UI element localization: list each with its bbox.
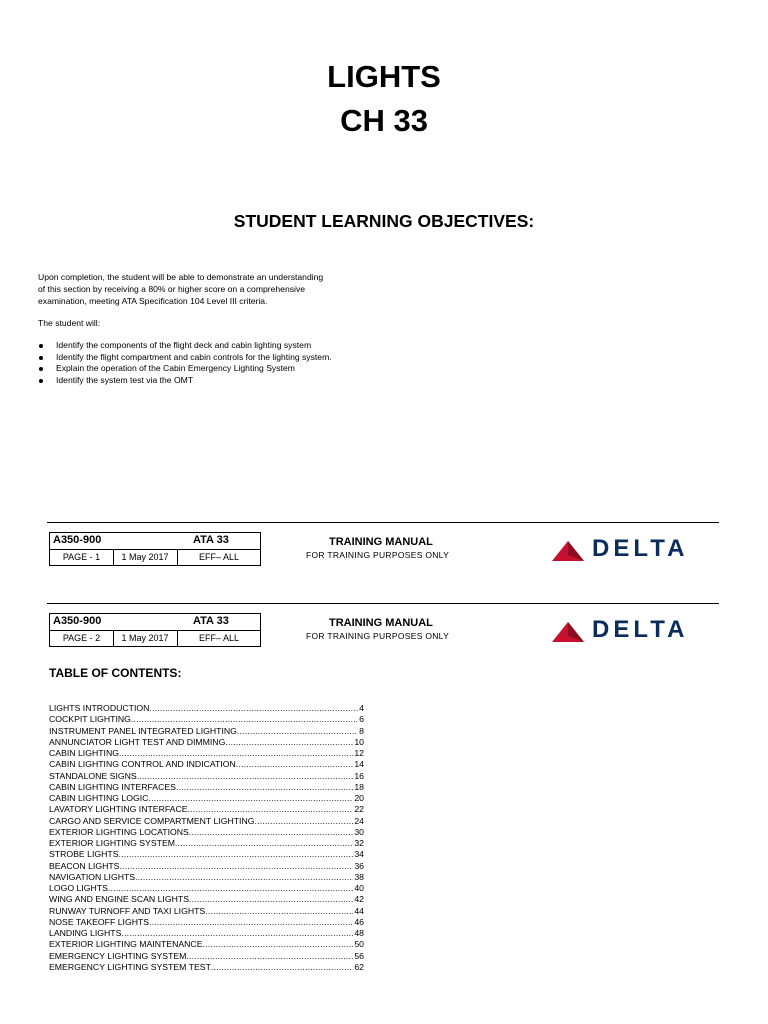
toc-entry-page: 20 xyxy=(354,793,364,803)
toc-entry[interactable] xyxy=(49,849,364,860)
revision-date: 1 May 2017 xyxy=(113,631,178,646)
purpose-note: FOR TRAINING PURPOSES ONLY xyxy=(306,550,450,560)
toc-entry[interactable] xyxy=(49,714,364,725)
toc-leader-dots xyxy=(189,827,354,838)
effectivity: EFF– ALL xyxy=(198,552,240,562)
toc-entry[interactable] xyxy=(49,883,364,894)
toc-leader-dots xyxy=(119,748,353,759)
toc-entry-title: EXTERIOR LIGHTING MAINTENANCE xyxy=(49,939,203,950)
toc-entry-page: 32 xyxy=(354,838,364,848)
toc-entry-title: INSTRUMENT PANEL INTEGRATED LIGHTING xyxy=(49,725,237,736)
toc-entry-title: STROBE LIGHTS xyxy=(49,849,119,860)
delta-widget-icon xyxy=(552,541,584,561)
toc-leader-dots xyxy=(205,906,353,917)
toc-entry[interactable] xyxy=(49,928,364,939)
toc-leader-dots xyxy=(121,928,353,939)
toc-entry[interactable] xyxy=(49,951,364,962)
toc-entry-title: COCKPIT LIGHTING xyxy=(49,714,131,725)
toc-entry[interactable] xyxy=(49,816,364,827)
document-info-box xyxy=(49,613,261,647)
toc-entry-title: LANDING LIGHTS xyxy=(49,928,122,938)
toc-entry-title: EXTERIOR LIGHTING SYSTEM xyxy=(49,838,175,848)
toc-entry-title: CARGO AND SERVICE COMPARTMENT LIGHTING xyxy=(49,815,255,826)
chapter-title: LIGHTS xyxy=(327,59,441,94)
footer-rule xyxy=(47,522,719,523)
toc-entry-title: RUNWAY TURNOFF AND TAXI LIGHTS xyxy=(49,905,206,916)
toc-entry-title: NAVIGATION LIGHTS xyxy=(49,871,136,882)
toc-entry[interactable] xyxy=(49,793,364,804)
objective-item: Identify the components of the flight deck and cabin lighting system xyxy=(38,340,332,352)
toc-heading: TABLE OF CONTENTS: xyxy=(49,666,182,680)
toc-entry-page: 22 xyxy=(354,804,364,815)
student-will-label: The student will: xyxy=(38,318,101,328)
toc-entry-page: 30 xyxy=(354,826,364,837)
toc-entry-page: 12 xyxy=(354,748,364,758)
page-number: PAGE - 1 xyxy=(50,550,114,565)
aircraft-model: A350-900 xyxy=(53,534,102,546)
toc-entry-title: CABIN LIGHTING xyxy=(49,748,119,758)
manual-label: TRAINING MANUAL xyxy=(329,617,433,629)
aircraft-model: A350-900 xyxy=(53,615,102,627)
document-info-box xyxy=(49,532,261,566)
toc-entry-page: 56 xyxy=(354,950,364,961)
delta-widget-icon xyxy=(552,622,584,642)
toc-entry[interactable] xyxy=(49,759,364,770)
intro-line: examination, meeting ATA Specification 104 Level III criteria. xyxy=(38,295,268,306)
toc-entry[interactable] xyxy=(49,726,364,737)
toc-entry-page: 50 xyxy=(354,939,364,950)
objective-item: Explain the operation of the Cabin Emergency Lighting System xyxy=(38,363,332,375)
toc-entry[interactable] xyxy=(49,872,364,883)
toc-entry-page: 62 xyxy=(354,961,364,972)
toc-leader-dots xyxy=(211,962,353,973)
toc-entry-page: 34 xyxy=(354,849,364,860)
toc-entry-title: LAVATORY LIGHTING INTERFACE xyxy=(49,804,188,815)
toc-leader-dots xyxy=(189,894,353,905)
toc-entry-page: 42 xyxy=(354,894,364,905)
toc-entry-page: 46 xyxy=(354,916,364,927)
toc-entry-title: CABIN LIGHTING LOGIC xyxy=(49,793,149,803)
toc-entry-title: EMERGENCY LIGHTING SYSTEM xyxy=(49,950,187,961)
toc-entry-title: LIGHTS INTRODUCTION xyxy=(49,703,150,713)
purpose-note: FOR TRAINING PURPOSES ONLY xyxy=(306,631,450,641)
toc-entry-title: EXTERIOR LIGHTING LOCATIONS xyxy=(49,826,189,837)
toc-leader-dots xyxy=(188,804,354,815)
page-footer-2 xyxy=(47,603,719,651)
toc-entry[interactable] xyxy=(49,861,364,872)
toc-entry-title: LOGO LIGHTS xyxy=(49,883,108,893)
toc-entry-title: WING AND ENGINE SCAN LIGHTS xyxy=(49,894,189,905)
toc-leader-dots xyxy=(186,951,353,962)
toc-entry-title: CABIN LIGHTING INTERFACES xyxy=(49,781,176,792)
ata-chapter: ATA 33 xyxy=(193,534,229,546)
chapter-number: CH 33 xyxy=(340,103,428,138)
brand-wordmark: DELTA xyxy=(592,535,689,562)
toc-entry-page: 14 xyxy=(354,759,364,770)
toc-entry-title: CABIN LIGHTING CONTROL AND INDICATION xyxy=(49,759,236,770)
objective-item: Identify the system test via the OMT xyxy=(38,375,332,387)
toc-leader-dots xyxy=(135,872,353,883)
toc-entry-title: NOSE TAKEOFF LIGHTS xyxy=(49,916,150,927)
toc-entry[interactable] xyxy=(49,838,364,849)
toc-leader-dots xyxy=(237,726,358,737)
toc-leader-dots xyxy=(176,782,353,793)
toc-entry-title: BEACON LIGHTS xyxy=(49,860,120,871)
table-of-contents xyxy=(49,703,364,973)
toc-entry[interactable] xyxy=(49,917,364,928)
toc-entry-page: 8 xyxy=(359,725,364,736)
toc-entry-page: 10 xyxy=(354,736,364,747)
toc-leader-dots xyxy=(254,816,353,827)
intro-line: of this section by receiving a 80% or higher score on a comprehensive xyxy=(38,283,306,294)
toc-leader-dots xyxy=(119,861,353,872)
toc-leader-dots xyxy=(108,883,353,894)
toc-entry[interactable] xyxy=(49,771,364,782)
toc-entry-page: 6 xyxy=(359,714,364,725)
manual-label: TRAINING MANUAL xyxy=(329,536,433,548)
toc-leader-dots xyxy=(203,939,354,950)
toc-leader-dots xyxy=(225,737,353,748)
page-footer-1 xyxy=(47,522,719,570)
toc-leader-dots xyxy=(137,771,354,782)
toc-entry[interactable] xyxy=(49,782,364,793)
toc-entry-page: 48 xyxy=(354,928,364,938)
intro-paragraph xyxy=(38,272,378,307)
brand-wordmark: DELTA xyxy=(592,616,689,643)
toc-entry[interactable] xyxy=(49,894,364,905)
toc-entry[interactable] xyxy=(49,703,364,714)
toc-entry-page: 44 xyxy=(354,905,364,916)
objectives-heading: STUDENT LEARNING OBJECTIVES: xyxy=(233,211,535,231)
toc-entry-page: 16 xyxy=(354,770,364,781)
toc-entry[interactable] xyxy=(49,939,364,950)
toc-entry-page: 38 xyxy=(354,871,364,882)
toc-entry[interactable] xyxy=(49,748,364,759)
intro-line: Upon completion, the student will be able to demonstrate an understanding xyxy=(38,272,324,282)
toc-entry-title: ANNUNCIATOR LIGHT TEST AND DIMMING xyxy=(49,736,226,747)
objective-item: Identify the flight compartment and cabin controls for the lighting system. xyxy=(38,352,332,364)
toc-entry-page: 36 xyxy=(354,860,364,871)
toc-entry-page: 4 xyxy=(359,703,364,713)
delta-logo xyxy=(552,616,722,643)
toc-entry-page: 24 xyxy=(354,815,364,826)
ata-chapter: ATA 33 xyxy=(193,615,229,627)
toc-entry-title: STANDALONE SIGNS xyxy=(49,770,137,781)
toc-entry[interactable] xyxy=(49,827,364,838)
toc-leader-dots xyxy=(131,714,358,725)
toc-entry[interactable] xyxy=(49,804,364,815)
toc-leader-dots xyxy=(149,703,358,714)
toc-leader-dots xyxy=(149,917,353,928)
toc-entry[interactable] xyxy=(49,962,364,973)
objectives-list xyxy=(38,340,332,386)
toc-entry-page: 40 xyxy=(354,883,364,893)
page-number: PAGE - 2 xyxy=(50,631,114,646)
toc-entry[interactable] xyxy=(49,737,364,748)
toc-leader-dots xyxy=(119,849,354,860)
revision-date: 1 May 2017 xyxy=(113,550,178,565)
toc-entry-title: EMERGENCY LIGHTING SYSTEM TEST xyxy=(49,961,211,972)
toc-leader-dots xyxy=(175,838,353,849)
effectivity: EFF– ALL xyxy=(198,633,240,643)
delta-logo xyxy=(552,535,722,562)
toc-leader-dots xyxy=(148,793,353,804)
footer-rule xyxy=(47,603,719,604)
toc-entry-page: 18 xyxy=(354,781,364,792)
toc-leader-dots xyxy=(236,759,354,770)
toc-entry[interactable] xyxy=(49,906,364,917)
